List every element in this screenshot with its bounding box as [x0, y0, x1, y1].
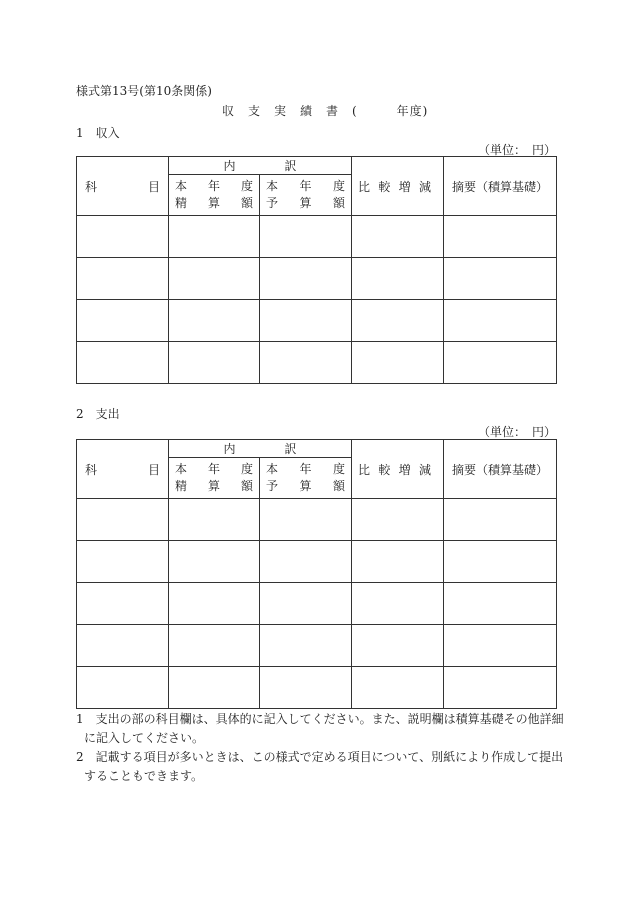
table-row: [77, 667, 557, 709]
header-hikaku: 比 較 増 減: [352, 157, 444, 216]
header-hikaku: 比 較 増 減: [352, 440, 444, 499]
table-row: [77, 342, 557, 384]
table-row: [77, 583, 557, 625]
note-2: 2 記載する項目が多いときは、この様式で定める項目について、別紙により作成して提出することもできます。: [76, 750, 564, 783]
header-yosangaku: 本 年 度 予 算 額: [260, 175, 352, 216]
unit-label-income: （単位： 円）: [478, 143, 557, 157]
expense-table: [76, 439, 557, 709]
table-row: [77, 300, 557, 342]
header-uchiwake: 内 訳: [169, 440, 352, 458]
document-title: 収 支 実 績 書 ( 年度): [222, 104, 429, 118]
table-row: [77, 216, 557, 258]
header-seisangaku: 本 年 度 精 算 額: [169, 175, 260, 216]
header-kamoku: 科 目: [77, 440, 169, 499]
table-row: [77, 258, 557, 300]
income-table: [76, 156, 557, 384]
form-number: 様式第13号(第10条関係): [76, 84, 212, 98]
section-income-heading: 1 収入: [76, 126, 120, 140]
table-row: [77, 625, 557, 667]
header-tekiyo: 摘要（積算基礎）: [444, 157, 557, 216]
header-seisangaku: 本 年 度 精 算 額: [169, 458, 260, 499]
notes: [76, 710, 566, 786]
header-tekiyo: 摘要（積算基礎）: [444, 440, 557, 499]
header-yosangaku: 本 年 度 予 算 額: [260, 458, 352, 499]
header-uchiwake: 内 訳: [169, 157, 352, 175]
note-1: 1 支出の部の科目欄は、具体的に記入してください。また、説明欄は積算基礎その他詳細に記入してください。: [76, 712, 564, 745]
table-row: [77, 541, 557, 583]
unit-label-expense: （単位： 円）: [478, 425, 557, 439]
header-kamoku: 科 目: [77, 157, 169, 216]
section-expense-heading: 2 支出: [76, 407, 120, 421]
table-row: [77, 499, 557, 541]
